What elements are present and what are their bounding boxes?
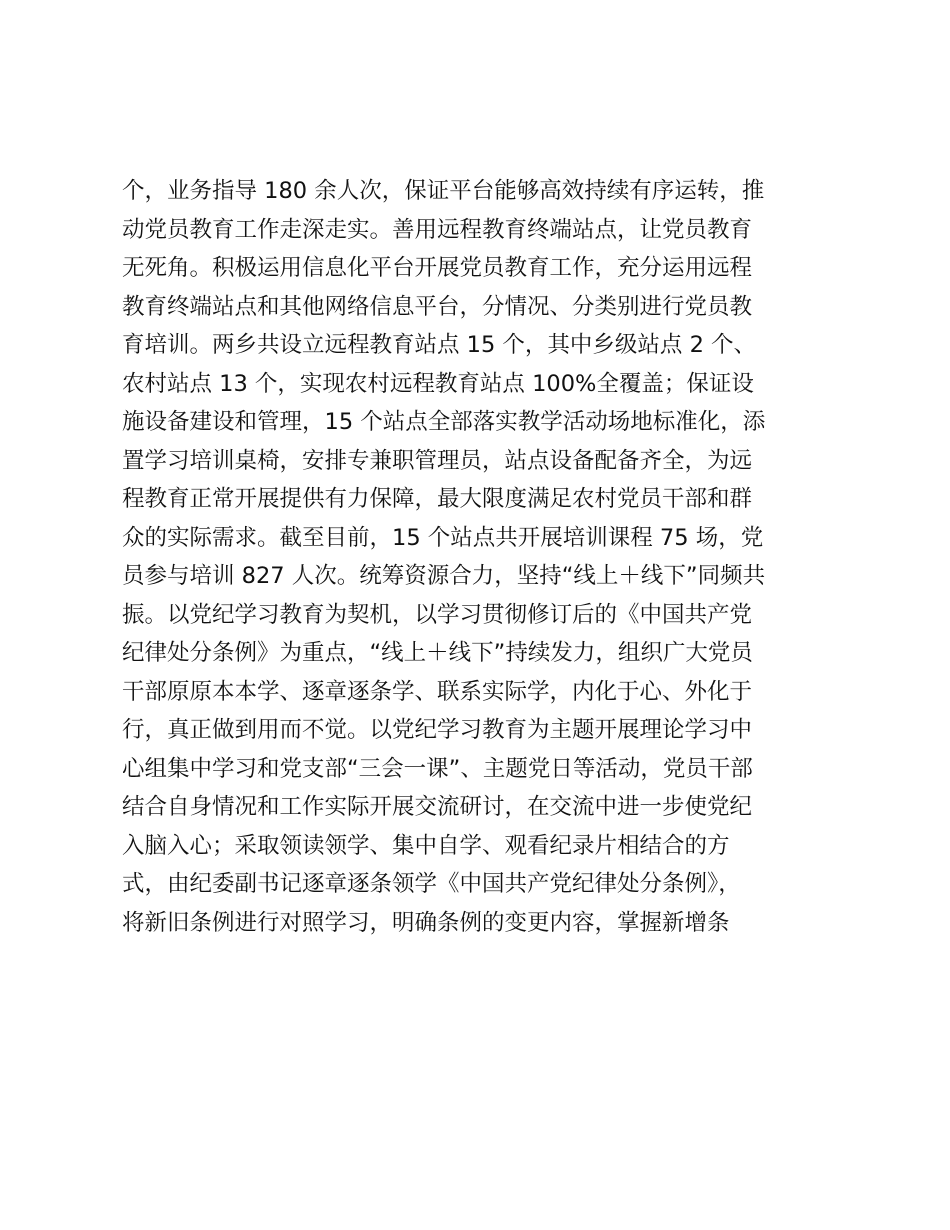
text-line: 动党员教育工作走深走实。善用远程教育终端站点，让党员教育 (122, 216, 753, 243)
text-line: 无死角。积极运用信息化平台开展党员教育工作，充分运用远程 (122, 255, 753, 281)
text-line: 行，真正做到用而不觉。以党纪学习教育为主题开展理论学习中 (122, 717, 753, 743)
text-line: 置学习培训桌椅，安排专兼职管理员，站点设备配备齐全，为远 (122, 447, 753, 474)
text-line: 施设备建设和管理，15 个站点全部落实教学活动场地标准化，添 (122, 409, 766, 435)
text-line: 式，由纪委副书记逐章逐条领学《中国共产党纪律处分条例》， (122, 871, 741, 897)
body-paragraph (122, 172, 842, 942)
text-line: 结合自身情况和工作实际开展交流研讨，在交流中进一步使党纪 (122, 794, 753, 820)
text-line: 教育终端站点和其他网络信息平台，分情况、分类别进行党员教 (122, 293, 753, 320)
text-line: 干部原原本本学、逐章逐条学、联系实际学，内化于心、外化于 (122, 678, 753, 705)
text-line: 员参与培训 827 人次。统筹资源合力，坚持“线上＋线下”同频共 (122, 563, 766, 589)
text-line: 育培训。两乡共设立远程教育站点 15 个，其中乡级站点 2 个、 (122, 332, 757, 358)
text-line: 个，业务指导 180 余人次，保证平台能够高效持续有序运转，推 (122, 178, 765, 204)
text-line: 心组集中学习和党支部“三会一课”、主题党日等活动，党员干部 (122, 755, 753, 782)
text-line: 入脑入心；采取领读领学、集中自学、观看纪录片相结合的方 (122, 832, 730, 859)
text-line: 农村站点 13 个，实现农村远程教育站点 100%全覆盖；保证设 (122, 370, 754, 397)
text-line: 众的实际需求。截至目前，15 个站点共开展培训课程 75 场，党 (122, 524, 764, 551)
text-line: 纪律处分条例》为重点，“线上＋线下”持续发力，组织广大党员 (122, 640, 753, 666)
text-line: 程教育正常开展提供有力保障，最大限度满足农村党员干部和群 (122, 486, 753, 512)
text-line: 将新旧条例进行对照学习，明确条例的变更内容，掌握新增条 (122, 909, 730, 936)
text-line: 振。以党纪学习教育为契机，以学习贯彻修订后的《中国共产党 (122, 601, 753, 628)
